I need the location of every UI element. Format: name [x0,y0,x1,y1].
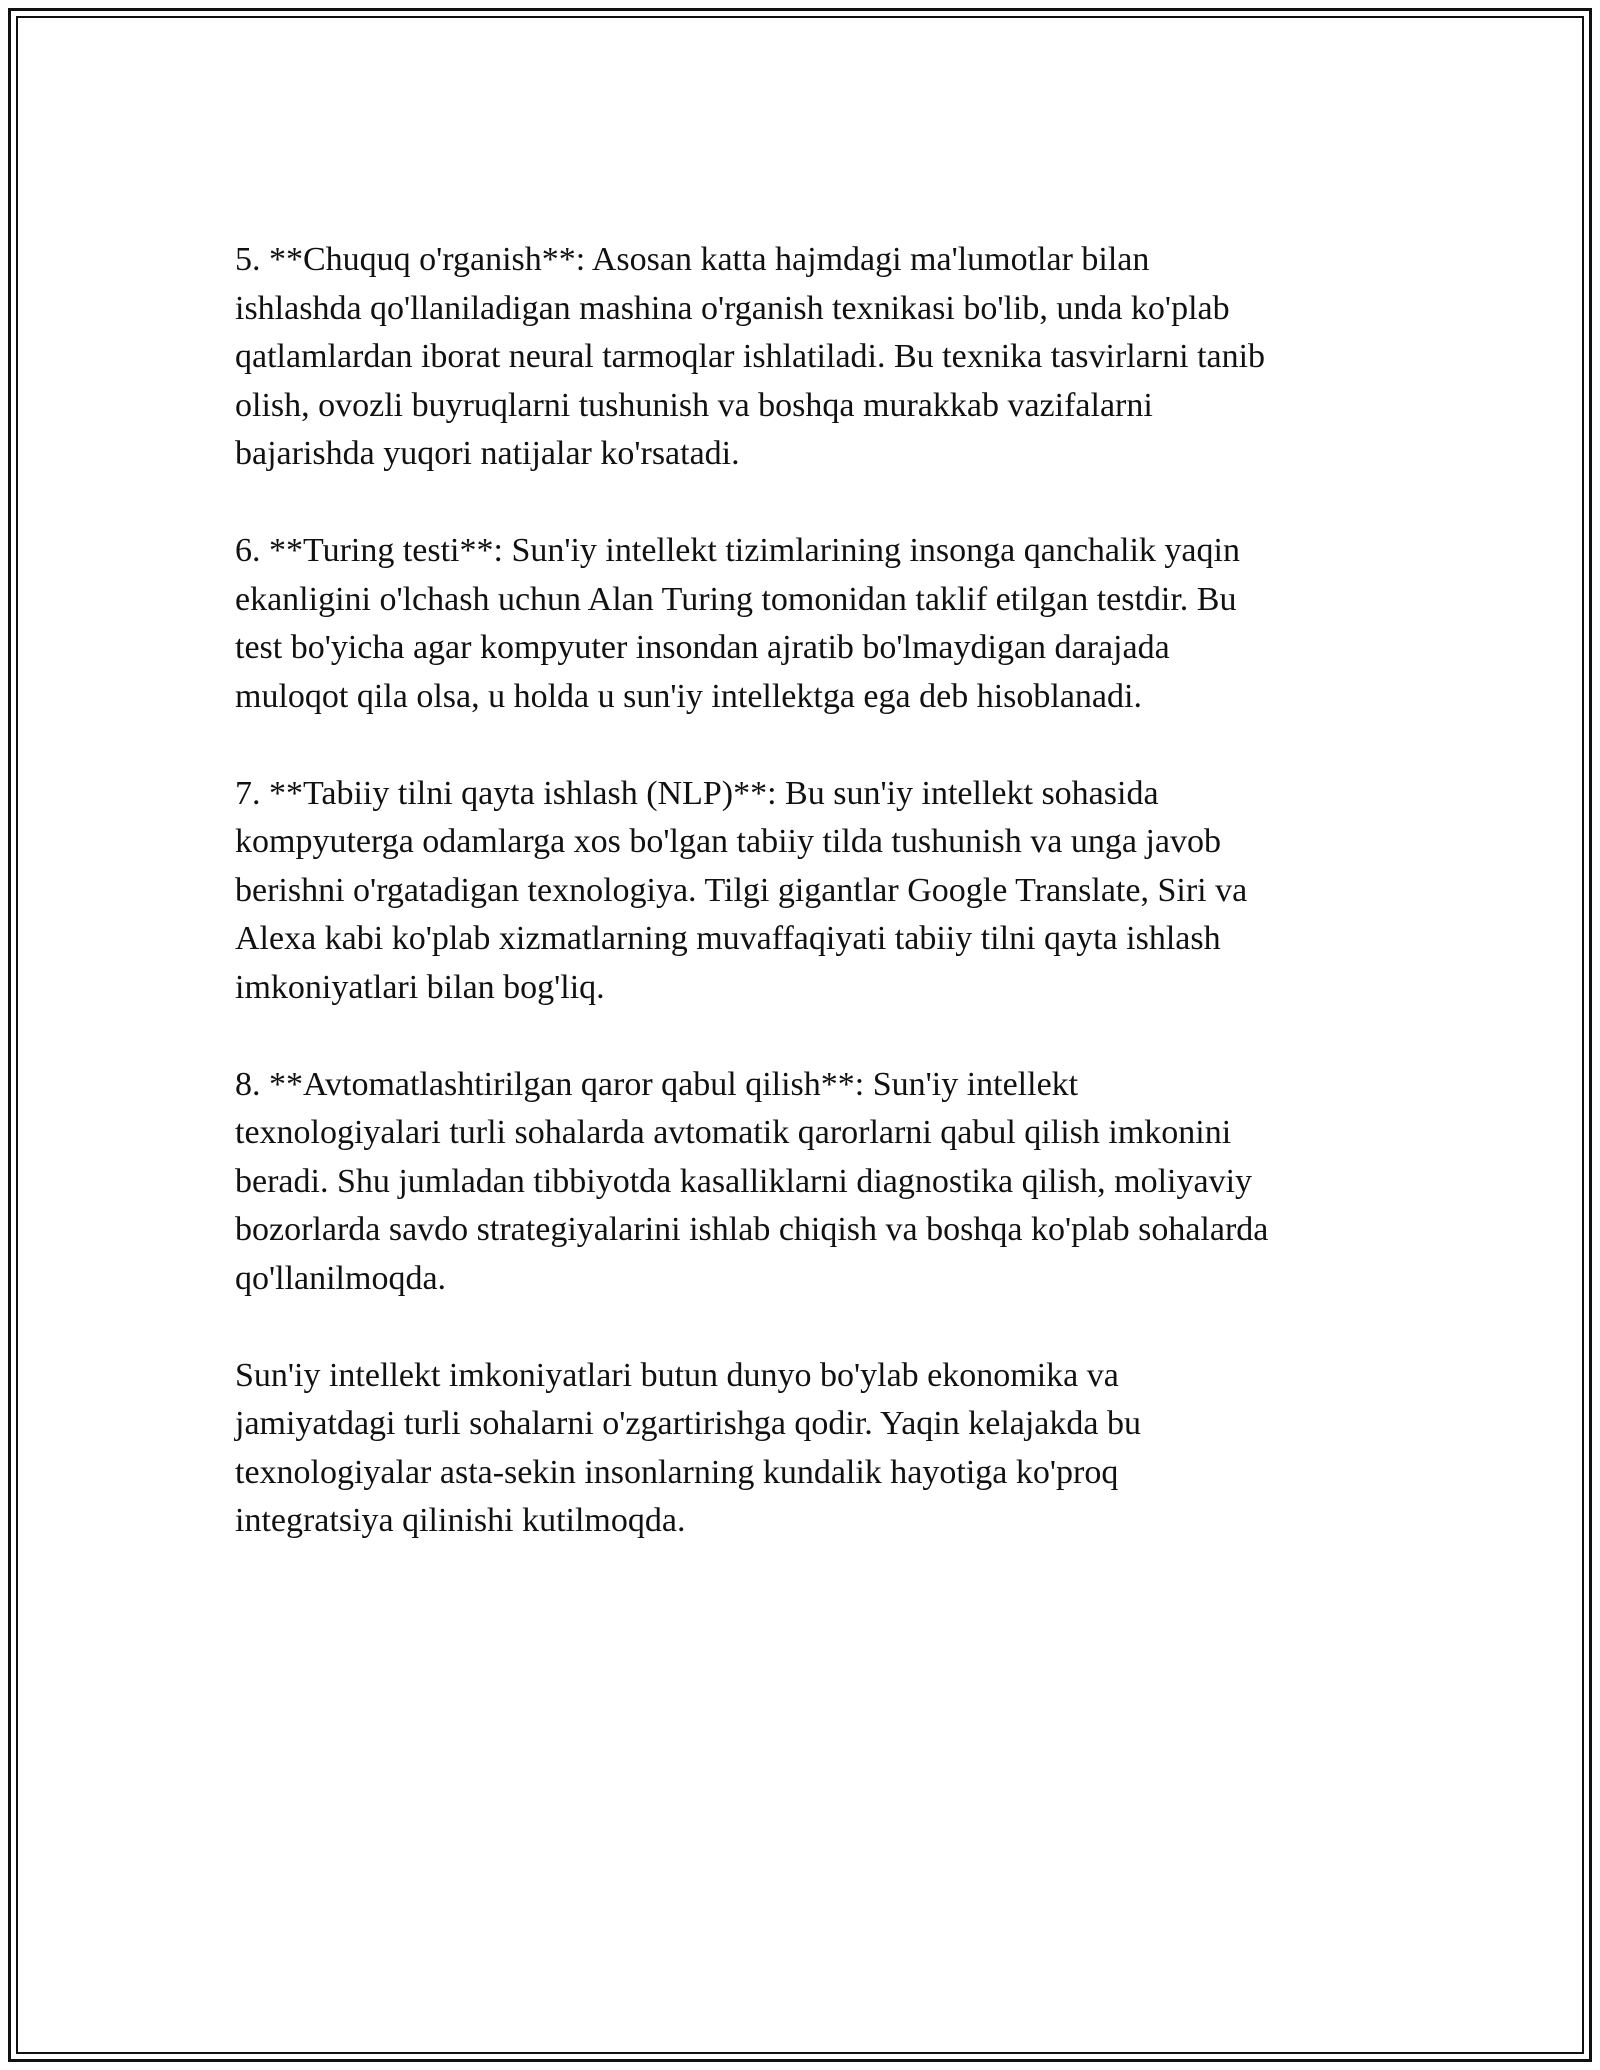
paragraph-deep-learning: 5. **Chuquq o'rganish**: Asosan katta hajmdagi ma'lumotlar bilan ishlashda qo'llaniladigan mashina o'rganish texnikasi bo'lib, unda ko'plab qatlamlardan iborat neural tarmoqlar ishlatiladi. Bu texnika tasvirlarni tanib olish, ovozli buyruqlarni tushunish va boshqa murakkab vazifalarni bajarishda yuqori natijalar ko'rsatadi. [235,241,1266,472]
paragraph-automated-decisions: 8. **Avtomatlashtirilgan qaror qabul qilish**: Sun'iy intellekt texnologiyalari turli sohalarda avtomatik qarorlarni qabul qilish imkonini beradi. Shu jumladan tibbiyotda kasalliklarni diagnostika qilish, moliyaviy bozorlarda savdo strategiyalarini ishlab chiqish va boshqa ko'plab sohalarda qo'llanilmoqda. [235,1065,1269,1297]
paragraph-nlp: 7. **Tabiiy tilni qayta ishlash (NLP)**: Bu sun'iy intellekt sohasida kompyuterga odamlarga xos bo'lgan tabiiy tilda tushunish va unga javob berishni o'rgatadigan texnologiya. Tilgi gigantlar Google Translate, Siri va Alexa kabi ko'plab xizmatlarning muvaffaqiyati tabiiy tilni qayta ishlash imkoniyatlari bilan bog'liq. [235,774,1248,1006]
paragraph-conclusion: Sun'iy intellekt imkoniyatlari butun dunyo bo'ylab ekonomika va jamiyatdagi turli sohalarni o'zgartirishga qodir. Yaqin kelajakda bu texnologiyalar asta-sekin insonlarning kundalik hayotiga ko'proq integratsiya qilinishi kutilmoqda. [235,1356,1141,1539]
paragraph-turing-test: 6. **Turing testi**: Sun'iy intellekt tizimlarining insonga qanchalik yaqin ekanligini o'lchash uchun Alan Turing tomonidan taklif etilgan testdir. Bu test bo'yicha agar kompyuter insondan ajratib bo'lmaydigan darajada muloqot qila olsa, u holda u sun'iy intellektga ega deb hisoblanadi. [235,532,1240,715]
document-body [235,236,1365,1594]
